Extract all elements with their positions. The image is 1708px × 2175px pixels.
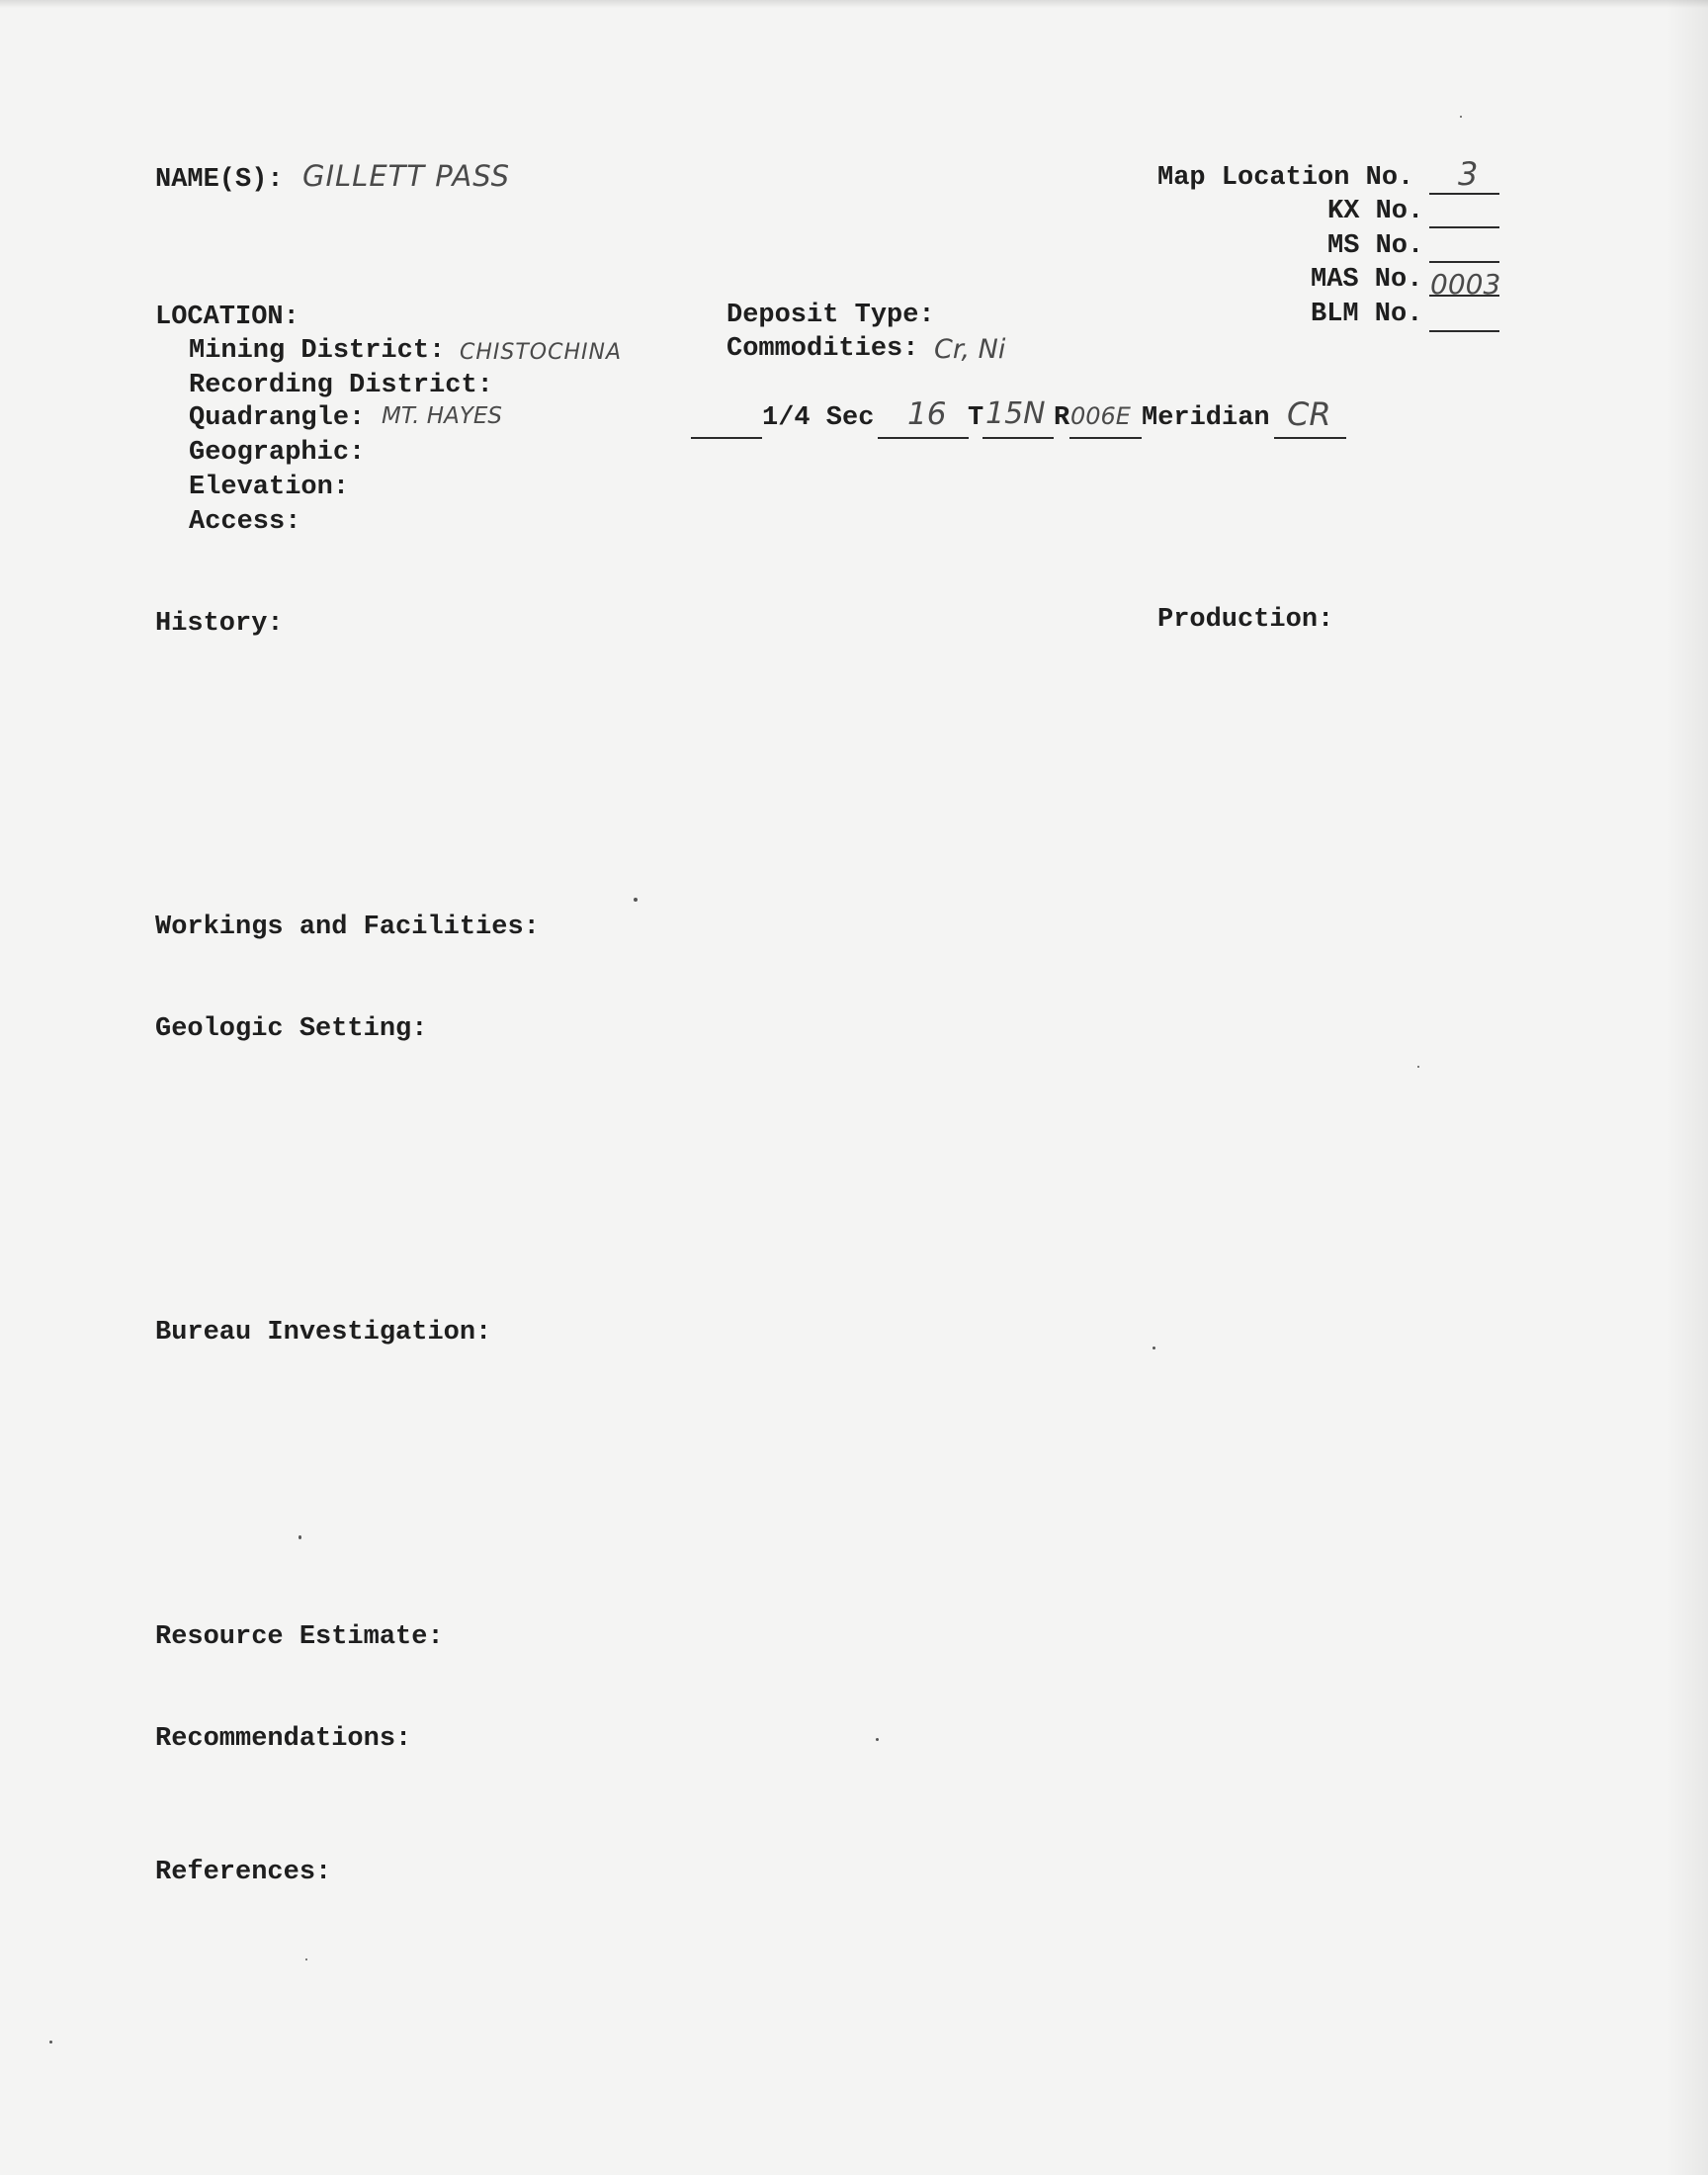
references-label: References: <box>155 1858 332 1887</box>
bureau-investigation-label: Bureau Investigation: <box>155 1318 492 1348</box>
access-label: Access: <box>189 507 301 537</box>
ms-label: MS No. <box>1327 231 1424 261</box>
map-location-label: Map Location No. <box>1157 163 1414 193</box>
scan-edge-shadow <box>1666 0 1708 2175</box>
t-label: T <box>968 403 984 433</box>
geographic-label: Geographic: <box>189 438 366 468</box>
quarter-blank <box>691 437 762 439</box>
kx-label: KX No. <box>1327 197 1424 226</box>
scan-speck <box>1460 116 1462 118</box>
scan-speck <box>49 2041 52 2044</box>
mining-district-value: CHISTOCHINA <box>460 340 623 365</box>
workings-label: Workings and Facilities: <box>155 913 540 942</box>
geologic-setting-label: Geologic Setting: <box>155 1014 428 1044</box>
mas-value: 0003 <box>1430 268 1501 301</box>
r-value: 006E <box>1070 402 1131 430</box>
map-location-value: 3 <box>1458 155 1479 193</box>
map-location-blank <box>1429 193 1499 195</box>
scan-top-shadow <box>0 0 1708 8</box>
t-blank <box>982 437 1054 439</box>
elevation-label: Elevation: <box>189 473 350 502</box>
t-value: 15N <box>985 396 1046 431</box>
blm-blank <box>1429 330 1499 332</box>
r-blank <box>1069 437 1142 439</box>
recommendations-label: Recommendations: <box>155 1724 412 1754</box>
quadrangle-label: Quadrangle: <box>189 403 366 433</box>
quarter-sec-label: 1/4 Sec <box>762 403 875 433</box>
quadrangle-value: MT. HAYES <box>382 403 502 429</box>
scan-speck <box>305 1958 307 1960</box>
scan-speck <box>1417 1066 1419 1068</box>
scan-speck <box>634 898 638 902</box>
meridian-value: CR <box>1287 395 1331 433</box>
mas-label: MAS No. <box>1311 265 1423 295</box>
sec-blank <box>878 437 969 439</box>
meridian-label: Meridian <box>1142 403 1270 433</box>
blm-label: BLM No. <box>1311 300 1423 329</box>
location-label: LOCATION: <box>155 303 299 332</box>
commodities-value: Cr, Ni <box>934 334 1006 365</box>
kx-blank <box>1429 226 1499 228</box>
names-value: GILLETT PASS <box>302 159 510 193</box>
resource-estimate-label: Resource Estimate: <box>155 1622 444 1652</box>
scan-speck <box>876 1738 879 1741</box>
history-label: History: <box>155 609 284 639</box>
deposit-type-label: Deposit Type: <box>726 301 935 330</box>
names-label: NAME(S): <box>155 165 284 195</box>
sec-value: 16 <box>907 396 947 432</box>
r-label: R <box>1054 403 1070 433</box>
commodities-label: Commodities: <box>726 334 919 364</box>
recording-district-label: Recording District: <box>189 371 493 400</box>
ms-blank <box>1429 261 1499 263</box>
meridian-blank <box>1274 437 1346 439</box>
production-label: Production: <box>1157 605 1334 635</box>
mas-blank <box>1429 295 1499 297</box>
mining-district-label: Mining District: <box>189 336 446 366</box>
scan-speck <box>1153 1347 1155 1349</box>
scan-speck <box>299 1535 301 1539</box>
